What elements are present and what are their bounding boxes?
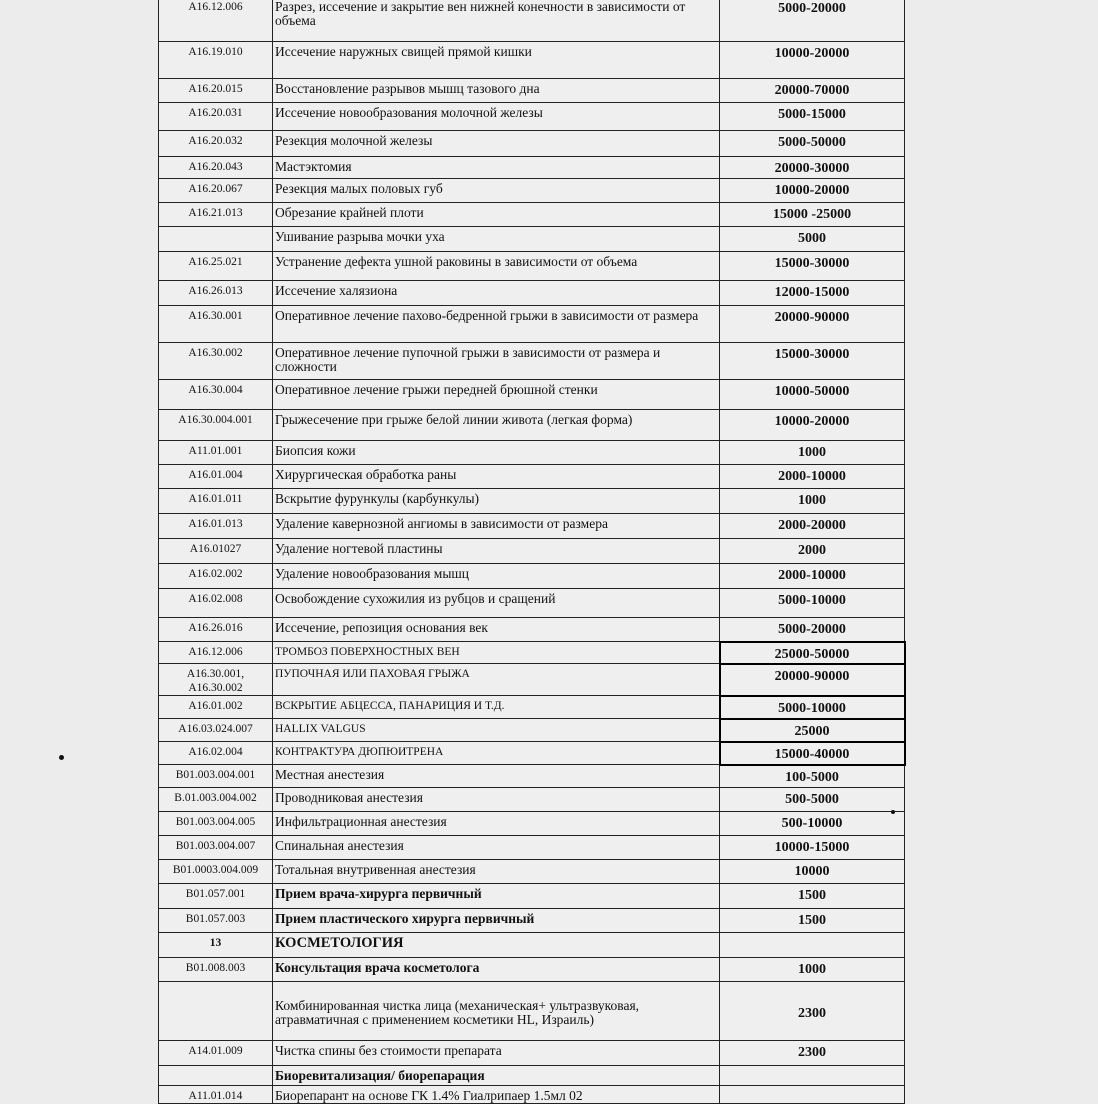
table-row [159,788,905,812]
table-row [159,539,905,564]
service-name: Оперативное лечение пупочной грыжи в зависимости от размера и сложности [273,343,720,380]
service-name: Резекция малых половых губ [273,179,720,203]
service-price: 20000-90000 [720,664,905,696]
service-code: A16.30.001, A16.30.002 [159,664,273,696]
service-name: Иссечение новообразования молочной железы [273,103,720,131]
service-name: Биопсия кожи [273,441,720,465]
table-row [159,836,905,860]
service-code: B.01.003.004.002 [159,788,273,812]
table-row [159,812,905,836]
service-name: ВСКРЫТИЕ АБЦЕССА, ПАНАРИЦИЯ И Т.Д. [273,696,720,719]
service-code [159,227,273,252]
service-price: 1500 [720,884,905,909]
service-code: A16.25.021 [159,252,273,281]
service-name: Восстановление разрывов мышц тазового дна [273,79,720,103]
service-name: Мастэктомия [273,157,720,179]
table-row [159,696,905,719]
price-list-body [159,0,905,1104]
service-price: 1000 [720,489,905,514]
service-name: КОНТРАКТУРА ДЮПЮИТРЕНА [273,742,720,765]
service-name: Удаление кавернозной ангиомы в зависимости от размера [273,514,720,539]
table-row [159,203,905,227]
service-price: 5000-20000 [720,0,905,42]
service-name: Местная анестезия [273,765,720,788]
service-name: Прием врача-хирурга первичный [273,884,720,909]
service-code: A16.30.002 [159,343,273,380]
service-price: 20000-90000 [720,306,905,343]
service-code: A16.26.013 [159,281,273,306]
price-list-table [158,0,906,1104]
table-row [159,933,905,958]
service-price: 10000-15000 [720,836,905,860]
table-row [159,982,905,1041]
service-name: КОСМЕТОЛОГИЯ [273,933,720,958]
service-price: 10000-20000 [720,42,905,79]
table-row [159,958,905,982]
scan-speck [891,810,895,814]
table-row [159,103,905,131]
table-row [159,343,905,380]
service-code: A16.20.031 [159,103,273,131]
table-row [159,441,905,465]
service-price: 5000-20000 [720,618,905,642]
service-name: HALLIX VALGUS [273,719,720,742]
service-code: B01.057.001 [159,884,273,909]
service-code: A16.30.001 [159,306,273,343]
table-row [159,742,905,765]
service-name: Биоревитализация/ биорепарация [273,1066,720,1086]
service-name: Тотальная внутривенная анестезия [273,860,720,884]
service-code: 13 [159,933,273,958]
table-row [159,1066,905,1086]
service-name: Спинальная анестезия [273,836,720,860]
service-name: Инфильтрационная анестезия [273,812,720,836]
service-code: A16.19.010 [159,42,273,79]
service-price: 10000-20000 [720,179,905,203]
service-name: Грыжесечение при грыже белой линии живота (легкая форма) [273,410,720,441]
table-row [159,179,905,203]
service-name: Консультация врача косметолога [273,958,720,982]
service-price: 5000-10000 [720,589,905,618]
service-price: 15000 -25000 [720,203,905,227]
service-name: Хирургическая обработка раны [273,465,720,489]
service-price: 100-5000 [720,765,905,788]
service-name: Иссечение халязиона [273,281,720,306]
service-price [720,1086,905,1104]
service-price: 10000 [720,860,905,884]
table-row [159,765,905,788]
service-code [159,1066,273,1086]
table-row [159,1041,905,1066]
service-price: 500-5000 [720,788,905,812]
table-row [159,157,905,179]
service-code: A14.01.009 [159,1041,273,1066]
service-price [720,933,905,958]
service-code: B01.003.004.005 [159,812,273,836]
table-row [159,380,905,410]
service-name: ТРОМБОЗ ПОВЕРХНОСТНЫХ ВЕН [273,642,720,664]
table-row [159,465,905,489]
service-code [159,982,273,1041]
service-price: 2000-10000 [720,564,905,589]
service-name: Оперативное лечение пахово-бедренной грыжи в зависимости от размера [273,306,720,343]
table-row [159,514,905,539]
service-price: 20000-70000 [720,79,905,103]
table-row [159,719,905,742]
service-name: Оперативное лечение грыжи передней брюшной стенки [273,380,720,410]
service-name: Разрез, иссечение и закрытие вен нижней конечности в зависимости от объема [273,0,720,42]
table-row [159,227,905,252]
service-name: Освобождение сухожилия из рубцов и сращений [273,589,720,618]
service-name: Резекция молочной железы [273,131,720,157]
service-price: 5000-15000 [720,103,905,131]
service-code: A16.01.004 [159,465,273,489]
service-price: 10000-50000 [720,380,905,410]
table-row [159,489,905,514]
table-row [159,281,905,306]
service-price: 5000 [720,227,905,252]
service-price: 20000-30000 [720,157,905,179]
service-name: ПУПОЧНАЯ ИЛИ ПАХОВАЯ ГРЫЖА [273,664,720,696]
table-row [159,79,905,103]
service-code: A16.12.006 [159,642,273,664]
table-row [159,42,905,79]
service-name: Вскрытие фурункулы (карбункулы) [273,489,720,514]
service-code: A16.02.002 [159,564,273,589]
service-price: 25000 [720,719,905,742]
table-row [159,884,905,909]
service-name: Комбинированная чистка лица (механическая+ ультразвуковая, атравматичная с применением косметики HL, Израиль) [273,982,720,1041]
service-name: Удаление ногтевой пластины [273,539,720,564]
service-code: A16.01027 [159,539,273,564]
table-row [159,618,905,642]
service-code: A16.20.032 [159,131,273,157]
service-price: 1000 [720,441,905,465]
service-code: B01.008.003 [159,958,273,982]
service-name: Чистка спины без стоимости препарата [273,1041,720,1066]
table-row [159,860,905,884]
service-price: 15000-30000 [720,252,905,281]
service-price: 2000 [720,539,905,564]
service-price: 2000-10000 [720,465,905,489]
service-code: B01.0003.004.009 [159,860,273,884]
service-price [720,1066,905,1086]
service-code: A16.20.067 [159,179,273,203]
service-code: A16.01.002 [159,696,273,719]
table-row [159,564,905,589]
service-code: A16.20.043 [159,157,273,179]
service-code: A16.30.004 [159,380,273,410]
service-price: 2300 [720,1041,905,1066]
table-row [159,589,905,618]
service-name: Прием пластического хирурга первичный [273,909,720,933]
table-row [159,642,905,664]
service-name: Обрезание крайней плоти [273,203,720,227]
service-name: Проводниковая анестезия [273,788,720,812]
service-name: Ушивание разрыва мочки уха [273,227,720,252]
service-code: A11.01.014 [159,1086,273,1104]
table-row [159,252,905,281]
service-price: 2000-20000 [720,514,905,539]
table-row [159,909,905,933]
table-row [159,306,905,343]
service-code: A16.30.004.001 [159,410,273,441]
service-price: 500-10000 [720,812,905,836]
service-code: B01.057.003 [159,909,273,933]
service-price: 25000-50000 [720,642,905,664]
table-row [159,410,905,441]
service-name: Иссечение, репозиция основания век [273,618,720,642]
service-code: A11.01.001 [159,441,273,465]
service-code: B01.003.004.001 [159,765,273,788]
service-code: A16.02.008 [159,589,273,618]
table-row [159,664,905,696]
service-price: 2300 [720,982,905,1041]
table-row [159,0,905,42]
service-code: A16.21.013 [159,203,273,227]
scan-speck [59,755,64,760]
service-price: 1000 [720,958,905,982]
service-code: A16.01.013 [159,514,273,539]
service-code: A16.02.004 [159,742,273,765]
service-code: A16.12.006 [159,0,273,42]
service-price: 15000-40000 [720,742,905,765]
service-code: A16.26.016 [159,618,273,642]
table-row [159,131,905,157]
service-price: 10000-20000 [720,410,905,441]
table-row [159,1086,905,1104]
service-price: 15000-30000 [720,343,905,380]
service-code: A16.20.015 [159,79,273,103]
service-code: A16.01.011 [159,489,273,514]
service-name: Биорепарант на основе ГК 1.4% Гиалрипаер 1.5мл 02 [273,1086,720,1104]
service-name: Иссечение наружных свищей прямой кишки [273,42,720,79]
service-name: Устранение дефекта ушной раковины в зависимости от объема [273,252,720,281]
service-price: 12000-15000 [720,281,905,306]
service-code: A16.03.024.007 [159,719,273,742]
service-code: B01.003.004.007 [159,836,273,860]
service-name: Удаление новообразования мышц [273,564,720,589]
service-price: 5000-50000 [720,131,905,157]
service-price: 1500 [720,909,905,933]
service-price: 5000-10000 [720,696,905,719]
